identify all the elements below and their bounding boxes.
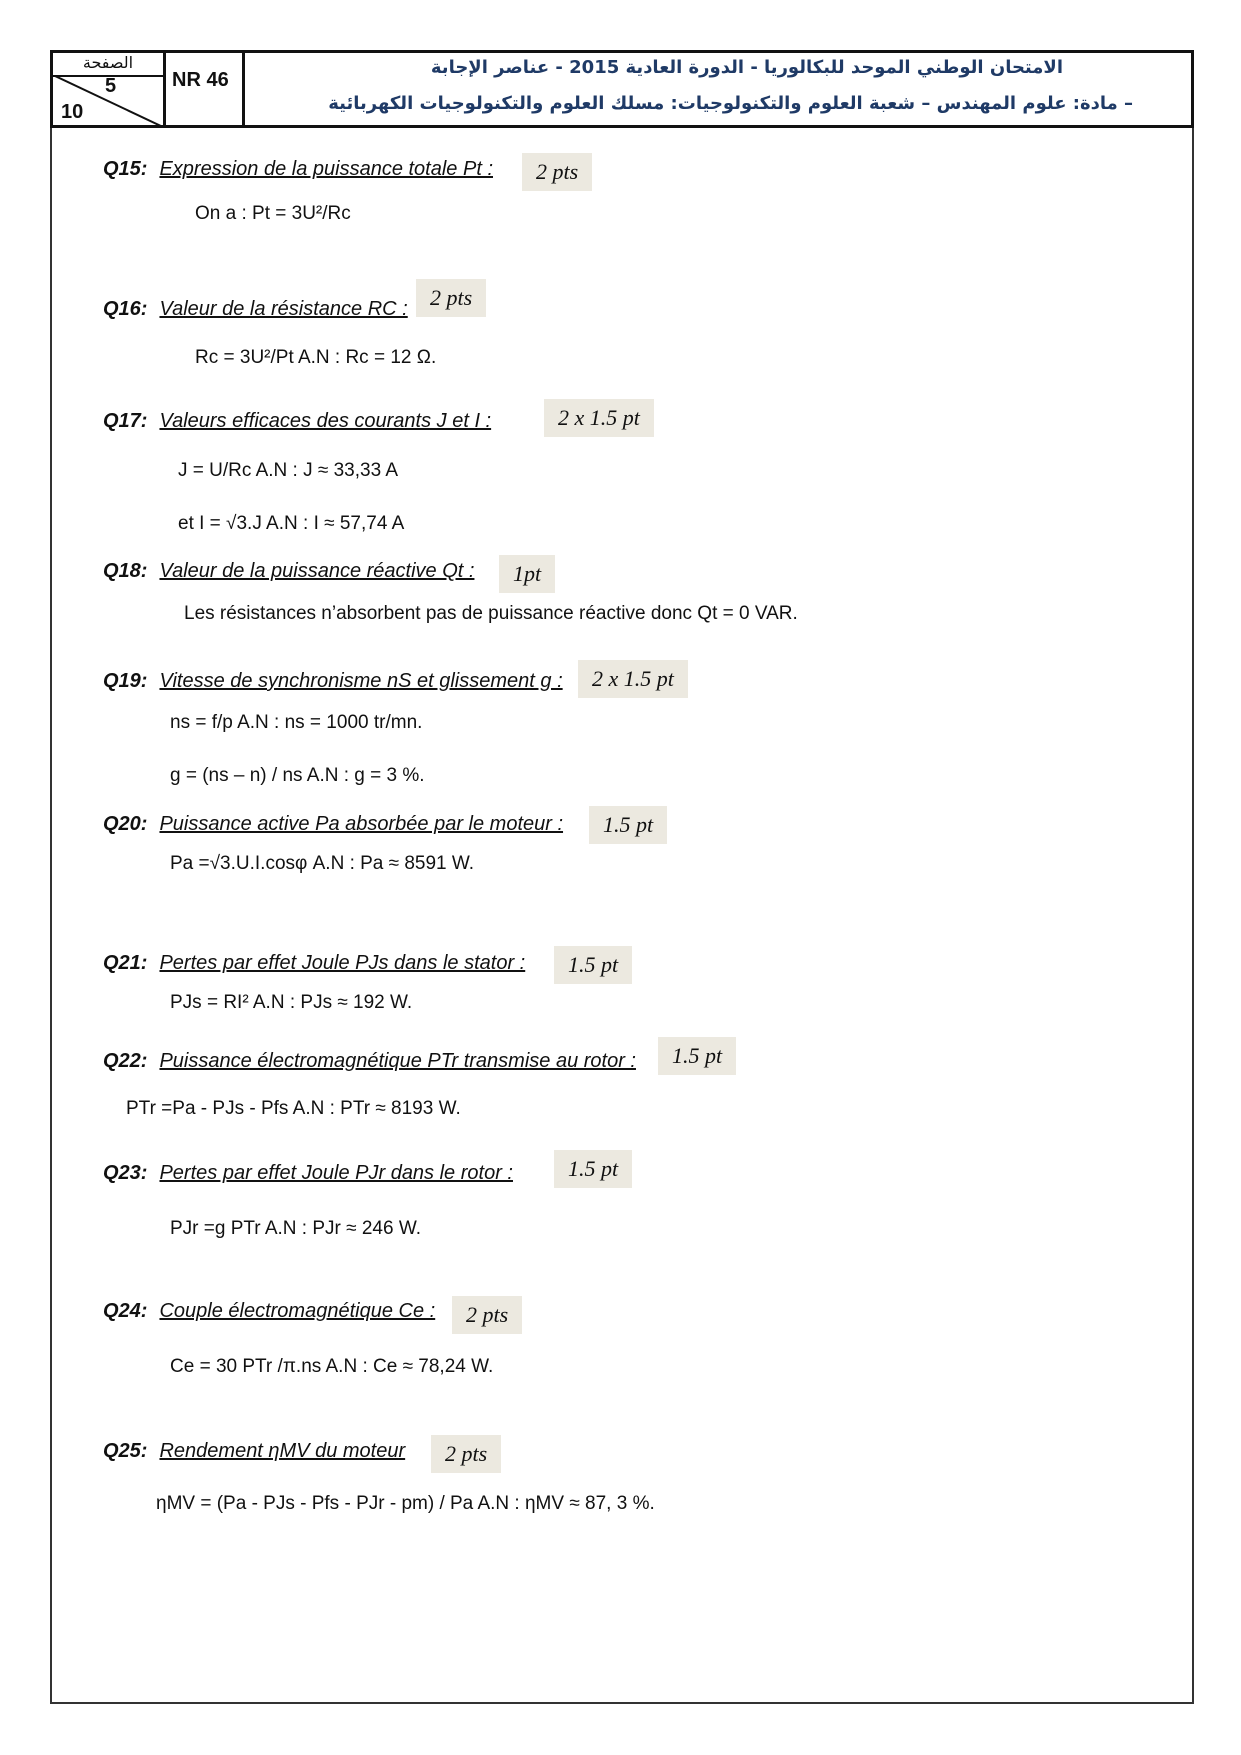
question-title: Valeur de la puissance réactive Qt : [159,560,475,582]
points-badge: 2 pts [416,279,486,317]
points-badge: 1.5 pt [554,946,632,984]
answer-line: g = (ns – n) / ns A.N : g = 3 %. [170,765,425,786]
question-number: Q24: [103,1300,148,1322]
question-title: Puissance active Pa absorbée par le moteur : [159,813,564,835]
page-total: 10 [61,101,84,123]
points-badge: 2 pts [522,153,592,191]
question-q25 [103,1440,405,1463]
question-number: Q21: [103,952,148,974]
answer-line: ns = f/p A.N : ns = 1000 tr/mn. [170,712,423,733]
exam-code: NR 46 [172,69,229,91]
points-badge: 1.5 pt [589,806,667,844]
question-number: Q16: [103,298,148,320]
question-q15 [103,158,493,181]
question-title: Expression de la puissance totale Pt : [159,158,493,180]
exam-title-line2: – مادة: علوم المهندس – شعبة العلوم والتكنولوجيات: مسلك العلوم والتكنولوجيات الكهربائية [328,93,1133,114]
question-q18 [103,560,474,583]
question-title: Pertes par effet Joule PJr dans le rotor : [159,1162,513,1184]
question-number: Q20: [103,813,148,835]
question-q21 [103,952,525,975]
answer-line: PTr =Pa - PJs - Pfs A.N : PTr ≈ 8193 W. [126,1098,461,1119]
points-badge: 1.5 pt [658,1037,736,1075]
answer-line: Pa =√3.U.I.cosφ A.N : Pa ≈ 8591 W. [170,853,475,874]
question-number: Q22: [103,1050,148,1072]
exam-header [50,50,1194,128]
question-number: Q15: [103,158,148,180]
points-badge: 2 pts [452,1296,522,1334]
page-number: 5 [105,75,117,97]
answer-line: PJs = RI² A.N : PJs ≈ 192 W. [170,992,413,1013]
answer-line: On a : Pt = 3U²/Rc [195,203,351,224]
question-q24 [103,1300,435,1323]
exam-title-line1: الامتحان الوطني الموحد للبكالوريا - الدورة العادية 2015 - عناصر الإجابة [430,57,1063,78]
question-number: Q19: [103,670,148,692]
answer-line: ηMV = (Pa - PJs - Pfs - PJr - pm) / Pa A.N : ηMV ≈ 87, 3 %. [156,1493,655,1514]
question-q22 [103,1050,636,1073]
question-title: Vitesse de synchronisme nS et glissement g : [159,670,563,692]
question-title: Pertes par effet Joule PJs dans le stator : [159,952,526,974]
points-badge: 2 x 1.5 pt [544,399,654,437]
question-title: Couple électromagnétique Ce : [159,1300,436,1322]
question-number: Q18: [103,560,148,582]
exam-code-box [166,53,245,125]
answer-line: Rc = 3U²/Pt A.N : Rc = 12 Ω. [195,347,437,368]
points-badge: 2 pts [431,1435,501,1473]
question-title: Valeurs efficaces des courants J et I : [159,410,492,432]
question-q23 [103,1162,513,1185]
answer-line: et I = √3.J A.N : I ≈ 57,74 A [178,513,405,534]
question-q17 [103,410,491,433]
question-number: Q17: [103,410,148,432]
answer-line: Les résistances n’absorbent pas de puissance réactive donc Qt = 0 VAR. [184,603,798,624]
question-number: Q25: [103,1440,148,1462]
question-number: Q23: [103,1162,148,1184]
question-title: Valeur de la résistance RC : [159,298,408,320]
question-q19 [103,670,563,693]
question-title: Rendement ηMV du moteur [159,1440,406,1462]
answer-line: Ce = 30 PTr /π.ns A.N : Ce ≈ 78,24 W. [170,1356,494,1377]
page-label: الصفحة [53,53,163,77]
question-title: Puissance électromagnétique PTr transmise au rotor : [159,1050,636,1072]
points-badge: 1.5 pt [554,1150,632,1188]
exam-title-box [248,53,1183,125]
points-badge: 2 x 1.5 pt [578,660,688,698]
page-number-box [53,53,166,125]
question-q20 [103,813,563,836]
answer-line: PJr =g PTr A.N : PJr ≈ 246 W. [170,1218,421,1239]
points-badge: 1pt [499,555,555,593]
question-q16 [103,298,408,321]
answer-line: J = U/Rc A.N : J ≈ 33,33 A [178,460,399,481]
